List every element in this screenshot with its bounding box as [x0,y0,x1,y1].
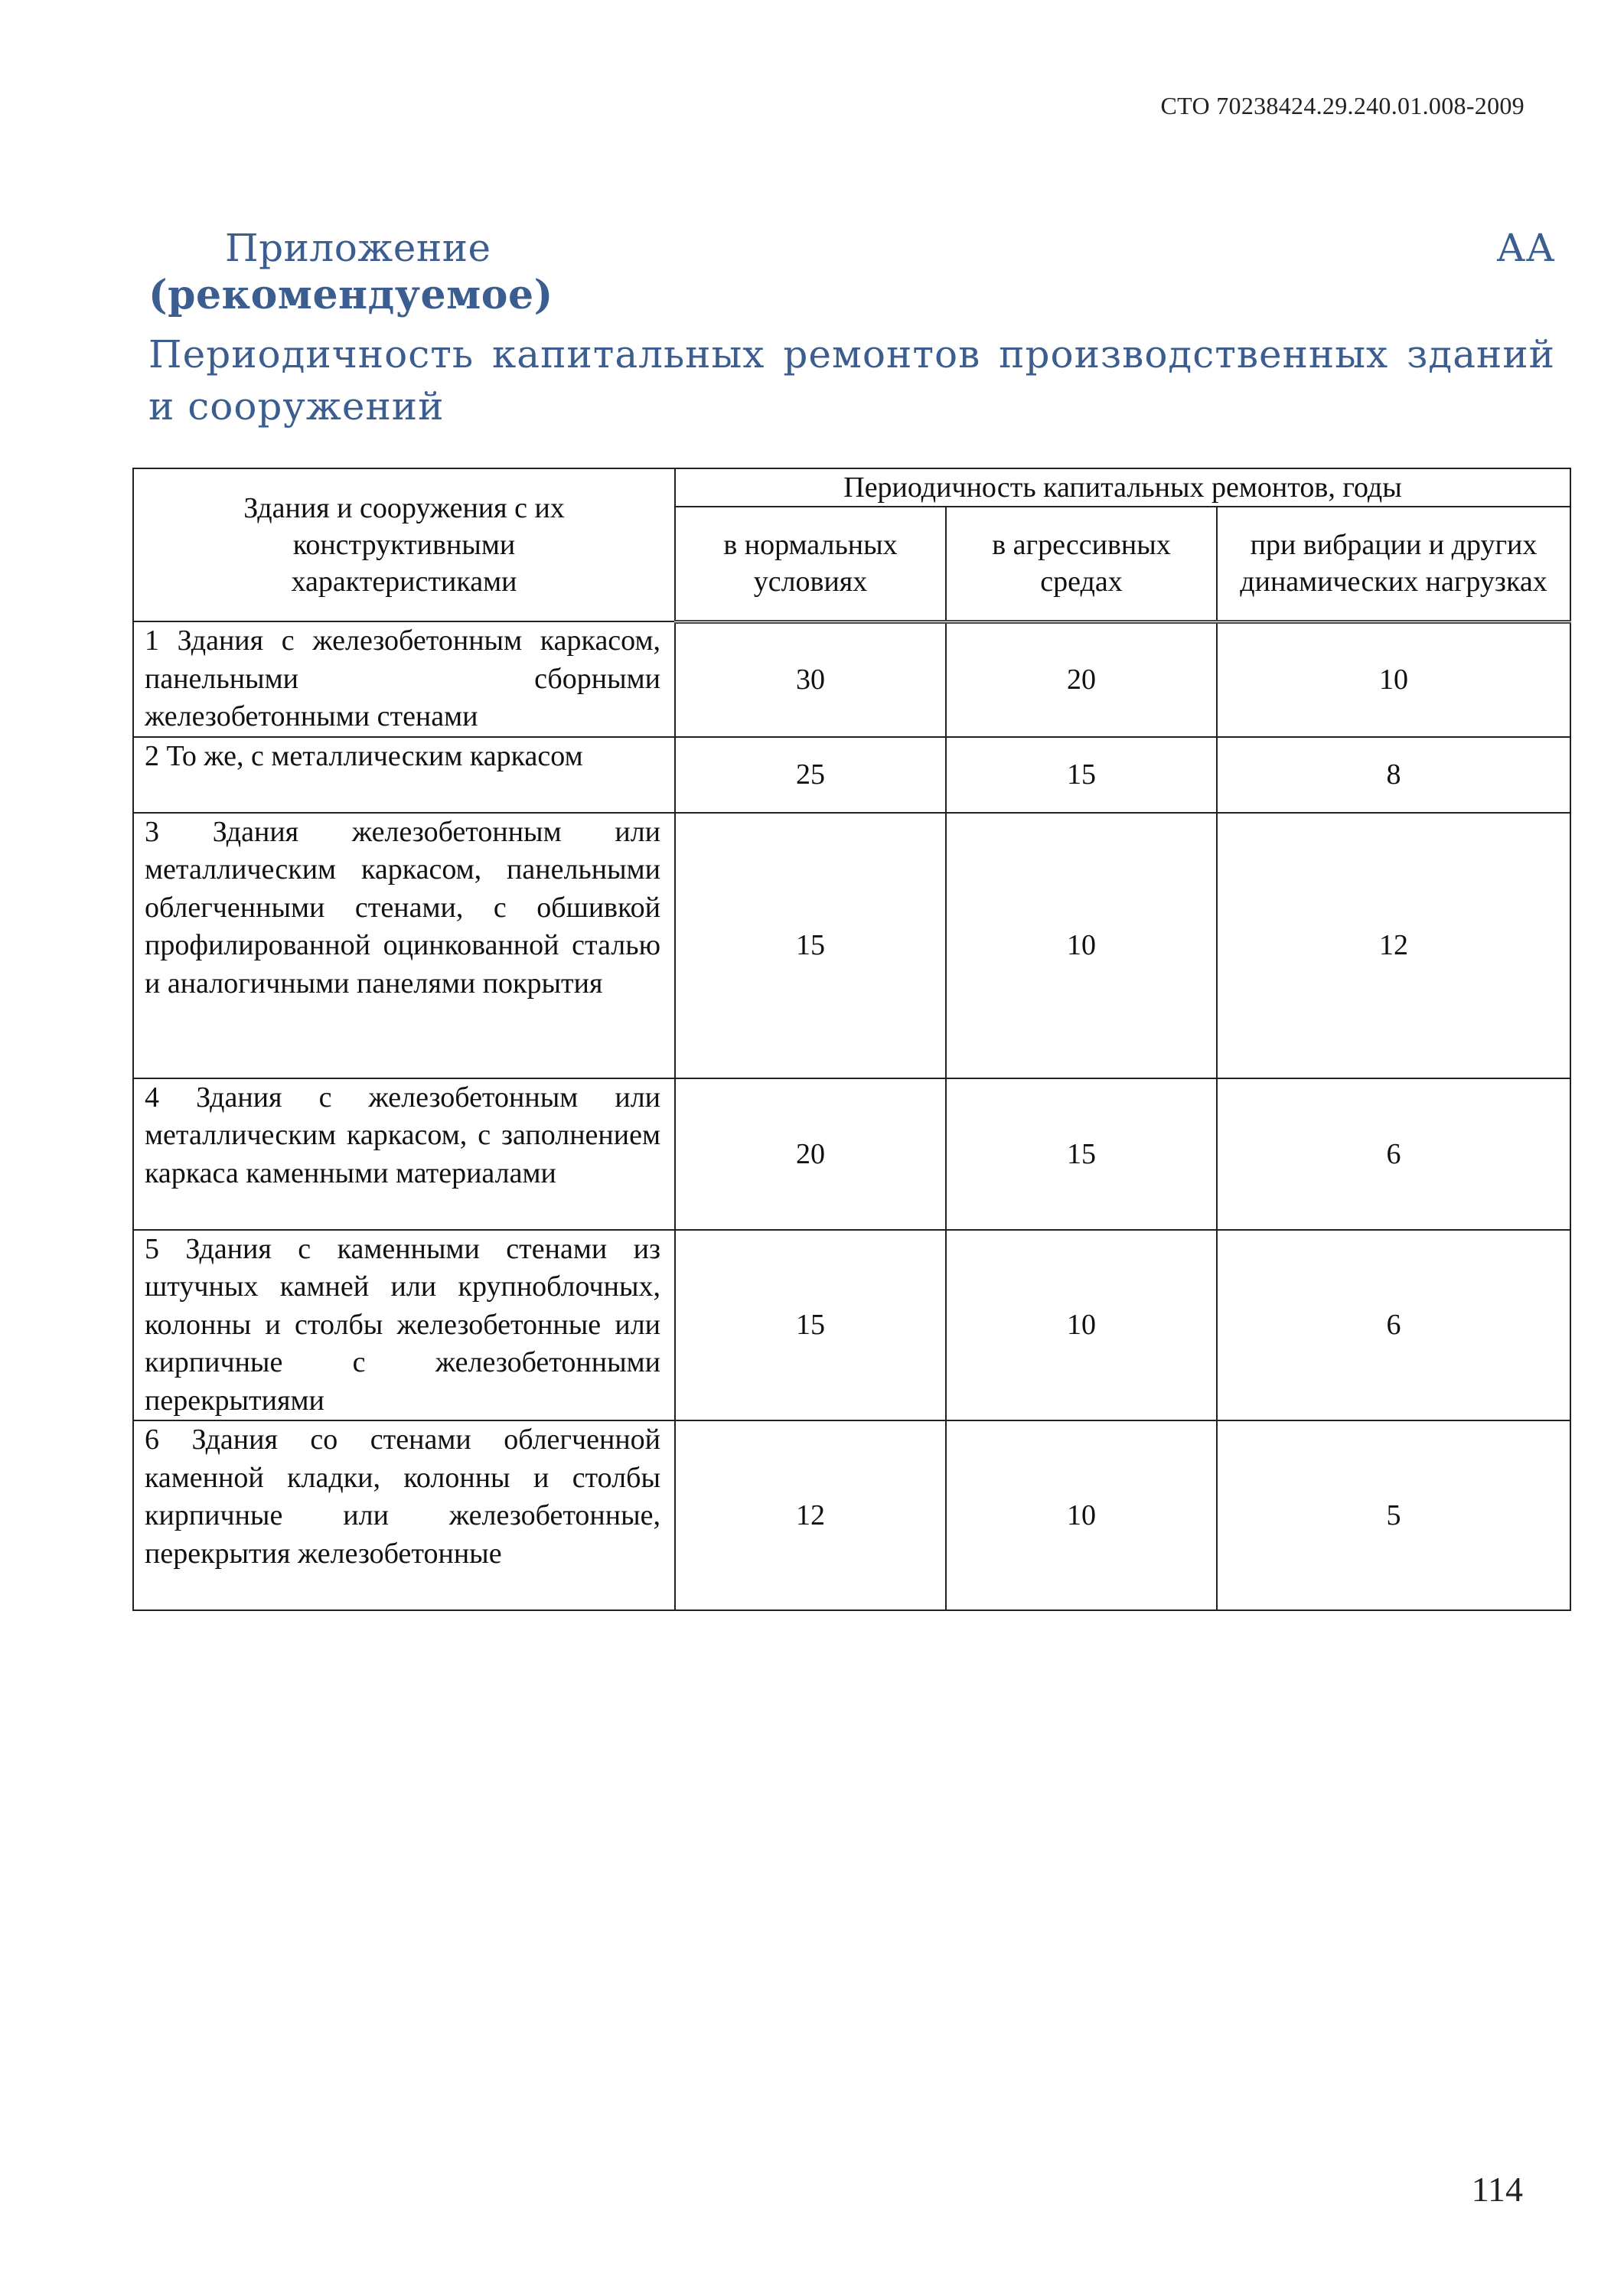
table-row [133,1230,1570,1421]
row-vibration-value: 10 [1217,621,1570,737]
row-normal-value: 15 [675,1230,946,1421]
table-row [133,1078,1570,1230]
repair-periodicity-table-wrapper [132,468,1570,1611]
table-row [133,813,1570,1078]
row-description: 1 Здания с железобетонным каркасом, панельными сборными железобетонными стенами [133,621,675,737]
row-normal-value: 15 [675,813,946,1078]
row-vibration-value: 5 [1217,1420,1570,1610]
repair-periodicity-table [132,468,1571,1611]
row-normal-value: 25 [675,737,946,813]
row-description: 3 Здания железобетонным или металлическим каркасом, панельными облегченными стенами, с обшивкой профилированной оцинкованной сталью и аналогичными панелями покрытия [133,813,675,1078]
row-description: 5 Здания с каменными стенами из штучных камней или крупноблочных, колонны и столбы железобетонные или кирпичные с железобетонными перекрытиями [133,1230,675,1421]
row-description: 4 Здания с железобетонным или металлическим каркасом, с заполнением каркаса каменными материалами [133,1078,675,1230]
row-vibration-value: 12 [1217,813,1570,1078]
row-aggressive-value: 10 [946,1230,1217,1421]
header-buildings: Здания и сооружения с их конструктивными характеристиками [133,468,675,621]
header-aggressive-environments: в агрессивных средах [946,507,1217,621]
row-vibration-value: 6 [1217,1230,1570,1421]
table-row [133,737,1570,813]
row-normal-value: 12 [675,1420,946,1610]
row-aggressive-value: 20 [946,621,1217,737]
page-number: 114 [1471,2170,1523,2209]
document-code: СТО 70238424.29.240.01.008-2009 [1160,92,1525,119]
row-aggressive-value: 10 [946,1420,1217,1610]
appendix-word: Приложение [225,226,491,270]
row-description: 2 То же, с металлическим каркасом [133,737,675,813]
appendix-heading [148,218,1555,432]
row-aggressive-value: 15 [946,1078,1217,1230]
row-aggressive-value: 15 [946,737,1217,813]
row-description: 6 Здания со стенами облегченной каменной кладки, колонны и столбы кирпичные или железобетонные, перекрытия железобетонные [133,1420,675,1610]
table-row [133,621,1570,737]
appendix-title: Периодичность капитальных ремонтов производственных зданий и сооружений [148,332,1555,429]
appendix-letter: АА [1496,226,1555,270]
table-row [133,1420,1570,1610]
row-normal-value: 20 [675,1078,946,1230]
row-aggressive-value: 10 [946,813,1217,1078]
appendix-kind: (рекомендуемое) [148,272,553,318]
appendix-line [148,218,1555,272]
header-vibration-loads: при вибрации и других динамических нагрузках [1217,507,1570,621]
table-header-row-top [133,468,1570,507]
row-normal-value: 30 [675,621,946,737]
header-normal-conditions: в нормальных условиях [675,507,946,621]
row-vibration-value: 6 [1217,1078,1570,1230]
header-periodicity-group: Периодичность капитальных ремонтов, годы [675,468,1570,507]
row-vibration-value: 8 [1217,737,1570,813]
